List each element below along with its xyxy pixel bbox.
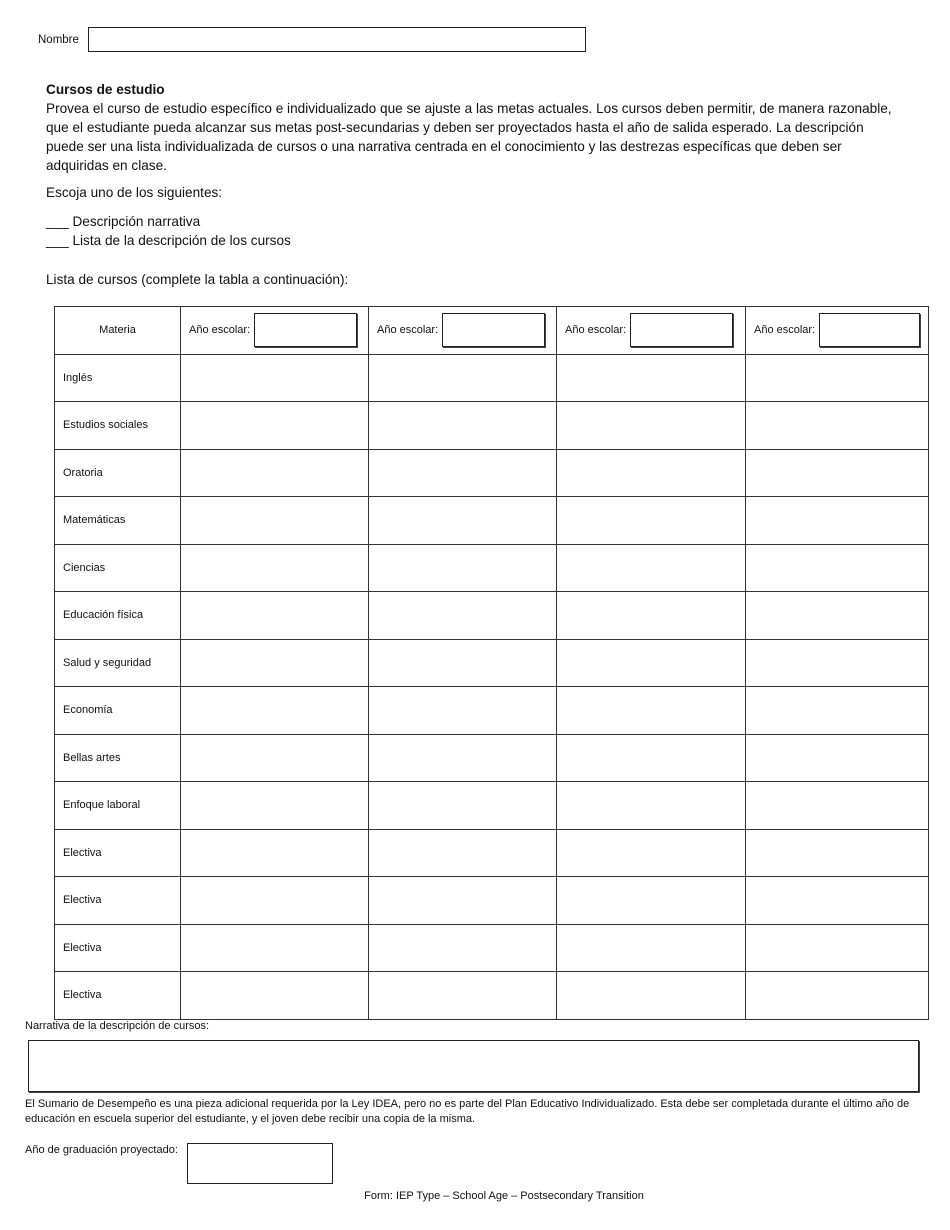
course-entry-cell[interactable] bbox=[181, 972, 369, 1020]
table-row bbox=[55, 449, 929, 497]
course-entry-cell[interactable] bbox=[746, 354, 929, 402]
table-row bbox=[55, 592, 929, 640]
choose-prompt: Escoja uno de los siguientes: bbox=[46, 185, 223, 200]
course-entry-cell[interactable] bbox=[746, 544, 929, 592]
course-entry-cell[interactable] bbox=[557, 972, 746, 1020]
course-entry-cell[interactable] bbox=[746, 687, 929, 735]
course-entry-cell[interactable] bbox=[181, 544, 369, 592]
subject-cell: Estudios sociales bbox=[55, 402, 181, 450]
course-entry-cell[interactable] bbox=[557, 687, 746, 735]
table-row bbox=[55, 639, 929, 687]
course-entry-cell[interactable] bbox=[746, 924, 929, 972]
subject-column-header: Materia bbox=[55, 307, 181, 355]
course-entry-cell[interactable] bbox=[557, 877, 746, 925]
course-entry-cell[interactable] bbox=[181, 734, 369, 782]
table-row bbox=[55, 924, 929, 972]
course-entry-cell[interactable] bbox=[369, 544, 557, 592]
school-year-label: Año escolar: bbox=[377, 324, 439, 337]
course-entry-cell[interactable] bbox=[369, 782, 557, 830]
course-entry-cell[interactable] bbox=[369, 402, 557, 450]
subject-cell: Enfoque laboral bbox=[55, 782, 181, 830]
course-entry-cell[interactable] bbox=[557, 639, 746, 687]
subject-cell: Ciencias bbox=[55, 544, 181, 592]
school-year-label: Año escolar: bbox=[754, 324, 816, 337]
course-entry-cell[interactable] bbox=[369, 687, 557, 735]
course-list-intro: Lista de cursos (complete la tabla a continuación): bbox=[46, 272, 349, 287]
course-entry-cell[interactable] bbox=[369, 734, 557, 782]
table-row bbox=[55, 972, 929, 1020]
course-entry-cell[interactable] bbox=[746, 449, 929, 497]
course-entry-cell[interactable] bbox=[181, 924, 369, 972]
subject-cell: Matemáticas bbox=[55, 497, 181, 545]
course-entry-cell[interactable] bbox=[746, 592, 929, 640]
courses-section bbox=[46, 80, 896, 175]
subject-cell: Electiva bbox=[55, 924, 181, 972]
table-header-row bbox=[55, 307, 929, 355]
section-description: Provea el curso de estudio específico e individualizado que se ajuste a las metas actuales. Los cursos deben permitir, de manera razonable, que el estudiante pueda alcanzar sus metas post-secundarias y deben ser proyectados hasta el año de salida esperado. La descripción puede ser una lista individualizada de cursos o una narrativa centrada en el conocimiento y las destrezas específicas que deben ser adquiridas en clase. bbox=[46, 101, 892, 173]
course-entry-cell[interactable] bbox=[557, 734, 746, 782]
course-entry-cell[interactable] bbox=[557, 497, 746, 545]
option-narrative[interactable]: ___ Descripción narrativa bbox=[46, 214, 201, 229]
course-entry-cell[interactable] bbox=[746, 782, 929, 830]
table-row bbox=[55, 734, 929, 782]
subject-cell: Bellas artes bbox=[55, 734, 181, 782]
table-row bbox=[55, 402, 929, 450]
form-footer: Form: IEP Type – School Age – Postsecondary Transition bbox=[364, 1190, 644, 1202]
course-entry-cell[interactable] bbox=[746, 972, 929, 1020]
subject-cell: Electiva bbox=[55, 829, 181, 877]
course-entry-cell[interactable] bbox=[181, 592, 369, 640]
course-entry-cell[interactable] bbox=[181, 829, 369, 877]
course-entry-cell[interactable] bbox=[181, 639, 369, 687]
subject-cell: Oratoria bbox=[55, 449, 181, 497]
course-entry-cell[interactable] bbox=[557, 354, 746, 402]
course-entry-cell[interactable] bbox=[181, 449, 369, 497]
school-year-input[interactable] bbox=[630, 313, 733, 347]
course-entry-cell[interactable] bbox=[557, 782, 746, 830]
option-course-list[interactable]: ___ Lista de la descripción de los cursos bbox=[46, 233, 291, 248]
subject-cell: Electiva bbox=[55, 972, 181, 1020]
subject-cell: Electiva bbox=[55, 877, 181, 925]
school-year-input[interactable] bbox=[254, 313, 357, 347]
course-entry-cell[interactable] bbox=[369, 592, 557, 640]
table-row bbox=[55, 877, 929, 925]
subject-cell: Economía bbox=[55, 687, 181, 735]
course-entry-cell[interactable] bbox=[557, 592, 746, 640]
course-entry-cell[interactable] bbox=[369, 449, 557, 497]
course-entry-cell[interactable] bbox=[746, 829, 929, 877]
table-row bbox=[55, 354, 929, 402]
course-entry-cell[interactable] bbox=[557, 402, 746, 450]
table-row bbox=[55, 829, 929, 877]
name-input[interactable] bbox=[88, 27, 586, 52]
course-entry-cell[interactable] bbox=[181, 687, 369, 735]
course-entry-cell[interactable] bbox=[557, 544, 746, 592]
course-entry-cell[interactable] bbox=[557, 924, 746, 972]
summary-note: El Sumario de Desempeño es una pieza adicional requerida por la Ley IDEA, pero no es parte del Plan Educativo Individualizado. Esta debe ser completada durante el último año de educación en escuela superior del estudiante, y el joven debe recibir una copia de la misma. bbox=[25, 1098, 910, 1125]
school-year-header bbox=[369, 307, 557, 355]
course-entry-cell[interactable] bbox=[369, 497, 557, 545]
graduation-year-input[interactable] bbox=[187, 1143, 333, 1184]
school-year-header bbox=[746, 307, 929, 355]
course-entry-cell[interactable] bbox=[181, 782, 369, 830]
courses-table bbox=[54, 306, 929, 1020]
course-entry-cell[interactable] bbox=[369, 924, 557, 972]
course-entry-cell[interactable] bbox=[746, 877, 929, 925]
narrative-input[interactable] bbox=[28, 1040, 919, 1092]
table-row bbox=[55, 687, 929, 735]
section-title: Cursos de estudio bbox=[46, 82, 165, 97]
name-label: Nombre bbox=[38, 34, 79, 46]
course-entry-cell[interactable] bbox=[181, 497, 369, 545]
course-entry-cell[interactable] bbox=[746, 734, 929, 782]
subject-cell: Inglés bbox=[55, 354, 181, 402]
course-entry-cell[interactable] bbox=[181, 402, 369, 450]
subject-cell: Salud y seguridad bbox=[55, 639, 181, 687]
course-entry-cell[interactable] bbox=[557, 449, 746, 497]
course-entry-cell[interactable] bbox=[369, 354, 557, 402]
school-year-label: Año escolar: bbox=[565, 324, 627, 337]
course-entry-cell[interactable] bbox=[369, 877, 557, 925]
narrative-label: Narrativa de la descripción de cursos: bbox=[25, 1020, 210, 1032]
school-year-label: Año escolar: bbox=[189, 324, 251, 337]
course-entry-cell[interactable] bbox=[746, 639, 929, 687]
course-entry-cell[interactable] bbox=[369, 972, 557, 1020]
graduation-year-label: Año de graduación proyectado: bbox=[25, 1144, 178, 1156]
course-entry-cell[interactable] bbox=[181, 877, 369, 925]
course-entry-cell[interactable] bbox=[369, 639, 557, 687]
course-entry-cell[interactable] bbox=[181, 354, 369, 402]
school-year-header bbox=[181, 307, 369, 355]
course-entry-cell[interactable] bbox=[746, 402, 929, 450]
course-entry-cell[interactable] bbox=[369, 829, 557, 877]
subject-cell: Educación física bbox=[55, 592, 181, 640]
course-entry-cell[interactable] bbox=[557, 829, 746, 877]
table-row bbox=[55, 782, 929, 830]
school-year-input[interactable] bbox=[442, 313, 545, 347]
school-year-header bbox=[557, 307, 746, 355]
course-entry-cell[interactable] bbox=[746, 497, 929, 545]
table-row bbox=[55, 544, 929, 592]
school-year-input[interactable] bbox=[819, 313, 920, 347]
table-row bbox=[55, 497, 929, 545]
